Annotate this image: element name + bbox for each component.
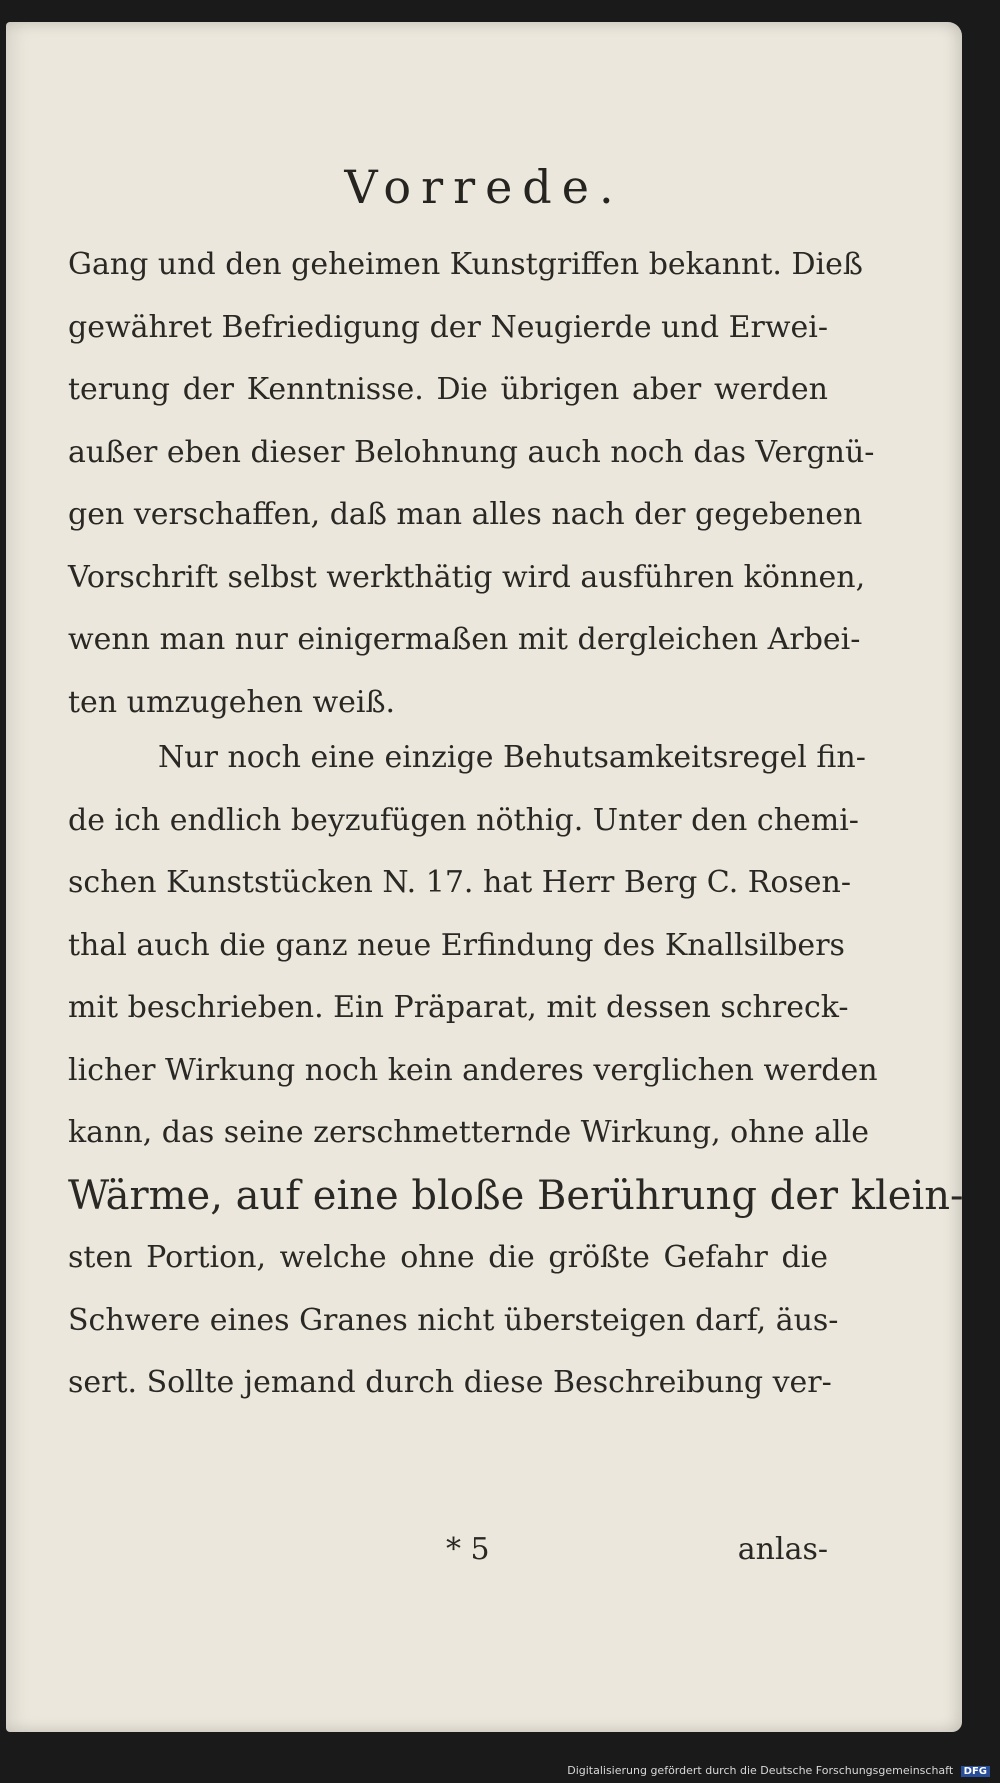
book-page: [6, 22, 962, 1732]
text-line: außer eben dieser Belohnung auch noch das Vergnü-: [68, 434, 875, 470]
text-line: Schwere eines Granes nicht übersteigen darf, äus-: [68, 1302, 839, 1338]
text-line: gewähret Befriedigung der Neugierde und Erwei-: [68, 309, 828, 345]
running-header: Vorrede.: [344, 160, 624, 214]
text-line: wenn man nur einigermaßen mit dergleichen Arbei-: [68, 622, 861, 657]
text-line: de ich endlich beyzufügen nöthig. Unter den chemi-: [68, 802, 859, 838]
text-line: Nur noch eine einzige Behutsamkeitsregel fin-: [158, 740, 866, 775]
paragraph-1: [68, 234, 875, 734]
catchword: anlas-: [737, 1532, 828, 1567]
text-line: sten Portion, welche ohne die größte Gefahr die: [68, 1240, 828, 1275]
paragraph-2: [68, 727, 964, 1415]
text-line: terung der Kenntnisse. Die übrigen aber werden: [68, 372, 828, 407]
digitization-credit: [567, 1764, 990, 1777]
text-line: Wärme, auf eine bloße Berührung der klein-: [68, 1172, 964, 1219]
text-line: sert. Sollte jemand durch diese Beschreibung ver-: [68, 1365, 832, 1400]
text-line: ten umzugehen weiß.: [68, 684, 396, 720]
text-line: Gang und den geheimen Kunstgriffen bekannt. Dieß: [68, 247, 863, 282]
signature-mark: * 5: [446, 1532, 490, 1567]
text-line: kann, das seine zerschmetternde Wirkung, ohne alle: [68, 1115, 869, 1150]
dfg-logo: DFG: [961, 1766, 990, 1777]
text-line: thal auch die ganz neue Erfindung des Knallsilbers: [68, 927, 845, 963]
text-line: mit beschrieben. Ein Präparat, mit dessen schreck-: [68, 990, 849, 1025]
text-line: licher Wirkung noch kein anderes verglichen werden: [68, 1052, 878, 1088]
credit-text: Digitalisierung gefördert durch die Deutsche Forschungsgemeinschaft: [567, 1764, 954, 1777]
text-line: schen Kunststücken N. 17. hat Herr Berg C. Rosen-: [68, 865, 852, 900]
text-line: Vorschrift selbst werkthätig wird ausführen können,: [68, 559, 866, 595]
text-line: gen verschaffen, daß man alles nach der gegebenen: [68, 497, 863, 532]
